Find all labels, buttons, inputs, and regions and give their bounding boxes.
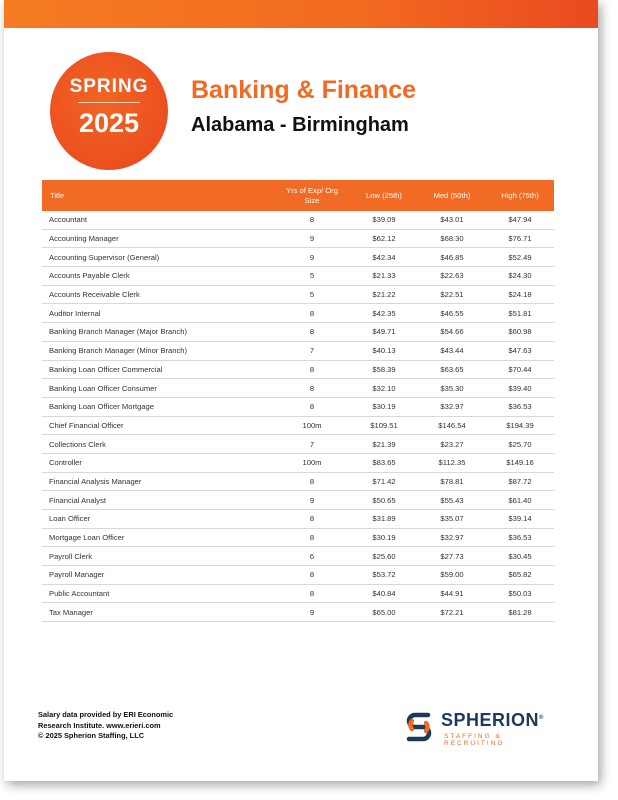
cell-title: Accounts Payable Clerk	[42, 267, 274, 286]
cell-low: $25.60	[350, 547, 418, 566]
cell-high: $47.94	[486, 211, 554, 229]
cell-low: $39.09	[350, 211, 418, 229]
table-row	[42, 584, 554, 603]
footer-note	[38, 710, 238, 742]
cell-low: $62.12	[350, 229, 418, 248]
cell-high: $50.03	[486, 584, 554, 603]
cell-high: $70.44	[486, 360, 554, 379]
cell-high: $51.81	[486, 304, 554, 323]
cell-low: $42.35	[350, 304, 418, 323]
cell-low: $21.22	[350, 285, 418, 304]
cell-title: Financial Analyst	[42, 491, 274, 510]
cell-experience: 8	[274, 211, 350, 229]
cell-title: Mortgage Loan Officer	[42, 528, 274, 547]
badge-divider	[78, 102, 140, 103]
table-row	[42, 360, 554, 379]
cell-title: Accounting Supervisor (General)	[42, 248, 274, 267]
cell-experience: 6	[274, 547, 350, 566]
season-badge	[50, 52, 168, 170]
cell-high: $60.98	[486, 323, 554, 342]
cell-med: $35.07	[418, 510, 486, 529]
table-row	[42, 229, 554, 248]
cell-low: $42.34	[350, 248, 418, 267]
top-accent-bar	[4, 0, 598, 28]
cell-low: $83.65	[350, 453, 418, 472]
salary-table	[42, 180, 554, 622]
badge-year: 2025	[78, 108, 140, 138]
cell-high: $52.49	[486, 248, 554, 267]
table-body	[42, 211, 554, 622]
table-row	[42, 397, 554, 416]
logo-wordmark: SPHERION®	[441, 710, 544, 730]
column-header-title: Title	[42, 180, 274, 211]
cell-med: $32.97	[418, 397, 486, 416]
cell-low: $65.00	[350, 603, 418, 622]
cell-med: $46.85	[418, 248, 486, 267]
cell-high: $76.71	[486, 229, 554, 248]
cell-experience: 7	[274, 435, 350, 454]
cell-low: $40.13	[350, 341, 418, 360]
table-row	[42, 510, 554, 529]
cell-experience: 7	[274, 341, 350, 360]
cell-low: $32.10	[350, 379, 418, 398]
cell-med: $32.97	[418, 528, 486, 547]
cell-med: $35.30	[418, 379, 486, 398]
cell-med: $22.63	[418, 267, 486, 286]
cell-title: Chief Financial Officer	[42, 416, 274, 435]
cell-med: $54.66	[418, 323, 486, 342]
table-row	[42, 528, 554, 547]
cell-experience: 5	[274, 285, 350, 304]
cell-low: $49.71	[350, 323, 418, 342]
column-header-high: High (75th)	[486, 180, 554, 211]
table-row	[42, 285, 554, 304]
cell-low: $21.39	[350, 435, 418, 454]
logo-tagline: STAFFING & RECRUITING	[444, 733, 505, 747]
cell-high: $149.16	[486, 453, 554, 472]
cell-title: Banking Loan Officer Consumer	[42, 379, 274, 398]
cell-high: $36.53	[486, 528, 554, 547]
cell-med: $46.55	[418, 304, 486, 323]
cell-high: $36.53	[486, 397, 554, 416]
footer-line: © 2025 Spherion Staffing, LLC	[38, 731, 145, 740]
cell-title: Accountant	[42, 211, 274, 229]
cell-med: $23.27	[418, 435, 486, 454]
table-header-row	[42, 180, 554, 211]
cell-high: $24.18	[486, 285, 554, 304]
cell-med: $78.81	[418, 472, 486, 491]
cell-experience: 8	[274, 472, 350, 491]
cell-med: $112.35	[418, 453, 486, 472]
cell-experience: 9	[274, 248, 350, 267]
cell-title: Accounts Receivable Clerk	[42, 285, 274, 304]
cell-title: Accounting Manager	[42, 229, 274, 248]
cell-low: $30.19	[350, 528, 418, 547]
table-row	[42, 435, 554, 454]
table-row	[42, 491, 554, 510]
cell-med: $43.44	[418, 341, 486, 360]
page-subtitle: Alabama - Birmingham	[191, 114, 409, 136]
cell-title: Banking Branch Manager (Minor Branch)	[42, 341, 274, 360]
cell-title: Loan Officer	[42, 510, 274, 529]
cell-med: $43.01	[418, 211, 486, 229]
cell-high: $25.70	[486, 435, 554, 454]
cell-title: Banking Loan Officer Commercial	[42, 360, 274, 379]
cell-low: $58.39	[350, 360, 418, 379]
cell-low: $53.72	[350, 566, 418, 585]
cell-high: $65.82	[486, 566, 554, 585]
cell-title: Financial Analysis Manager	[42, 472, 274, 491]
cell-experience: 100m	[274, 416, 350, 435]
cell-med: $59.00	[418, 566, 486, 585]
cell-low: $71.42	[350, 472, 418, 491]
cell-low: $109.51	[350, 416, 418, 435]
cell-title: Auditor Internal	[42, 304, 274, 323]
cell-high: $194.39	[486, 416, 554, 435]
cell-experience: 8	[274, 510, 350, 529]
cell-experience: 8	[274, 584, 350, 603]
cell-med: $146.54	[418, 416, 486, 435]
cell-low: $40.84	[350, 584, 418, 603]
cell-title: Controller	[42, 453, 274, 472]
cell-experience: 8	[274, 566, 350, 585]
cell-experience: 9	[274, 491, 350, 510]
cell-high: $24.30	[486, 267, 554, 286]
footer-line: Research Institute. www.erieri.com	[38, 720, 161, 730]
table-row	[42, 211, 554, 229]
table-row	[42, 379, 554, 398]
table-row	[42, 603, 554, 622]
table-row	[42, 453, 554, 472]
table-row	[42, 566, 554, 585]
table-row	[42, 267, 554, 286]
table-row	[42, 304, 554, 323]
cell-title: Tax Manager	[42, 603, 274, 622]
table-row	[42, 323, 554, 342]
cell-experience: 8	[274, 360, 350, 379]
cell-med: $22.51	[418, 285, 486, 304]
cell-med: $72.21	[418, 603, 486, 622]
cell-experience: 8	[274, 304, 350, 323]
cell-low: $21.33	[350, 267, 418, 286]
cell-title: Banking Loan Officer Mortgage	[42, 397, 274, 416]
cell-title: Collections Clerk	[42, 435, 274, 454]
column-header-med: Med (50th)	[418, 180, 486, 211]
spherion-s-icon	[404, 709, 434, 743]
cell-high: $81.28	[486, 603, 554, 622]
cell-med: $55.43	[418, 491, 486, 510]
cell-low: $30.19	[350, 397, 418, 416]
cell-title: Banking Branch Manager (Major Branch)	[42, 323, 274, 342]
cell-title: Public Accountant	[42, 584, 274, 603]
cell-high: $39.14	[486, 510, 554, 529]
cell-high: $47.63	[486, 341, 554, 360]
spherion-logo	[404, 709, 564, 747]
cell-high: $61.40	[486, 491, 554, 510]
cell-experience: 100m	[274, 453, 350, 472]
cell-med: $68.30	[418, 229, 486, 248]
footer-line: Salary data provided by ERI Economic	[38, 710, 174, 719]
column-header-low: Low (25th)	[350, 180, 418, 211]
cell-med: $44.91	[418, 584, 486, 603]
cell-low: $50.65	[350, 491, 418, 510]
cell-low: $31.89	[350, 510, 418, 529]
table-row	[42, 416, 554, 435]
salary-guide-page	[4, 0, 598, 781]
table-row	[42, 472, 554, 491]
cell-experience: 8	[274, 528, 350, 547]
cell-experience: 8	[274, 397, 350, 416]
table-row	[42, 341, 554, 360]
cell-med: $27.73	[418, 547, 486, 566]
column-header-experience: Yrs of Exp/ Org Size	[274, 180, 350, 211]
cell-med: $63.65	[418, 360, 486, 379]
cell-title: Payroll Manager	[42, 566, 274, 585]
cell-experience: 9	[274, 603, 350, 622]
page-title: Banking & Finance	[191, 76, 417, 104]
cell-high: $30.45	[486, 547, 554, 566]
cell-experience: 8	[274, 323, 350, 342]
badge-season: SPRING	[69, 76, 149, 97]
cell-title: Payroll Clerk	[42, 547, 274, 566]
cell-experience: 9	[274, 229, 350, 248]
table-row	[42, 248, 554, 267]
table-row	[42, 547, 554, 566]
cell-high: $87.72	[486, 472, 554, 491]
cell-high: $39.40	[486, 379, 554, 398]
cell-experience: 5	[274, 267, 350, 286]
cell-experience: 8	[274, 379, 350, 398]
